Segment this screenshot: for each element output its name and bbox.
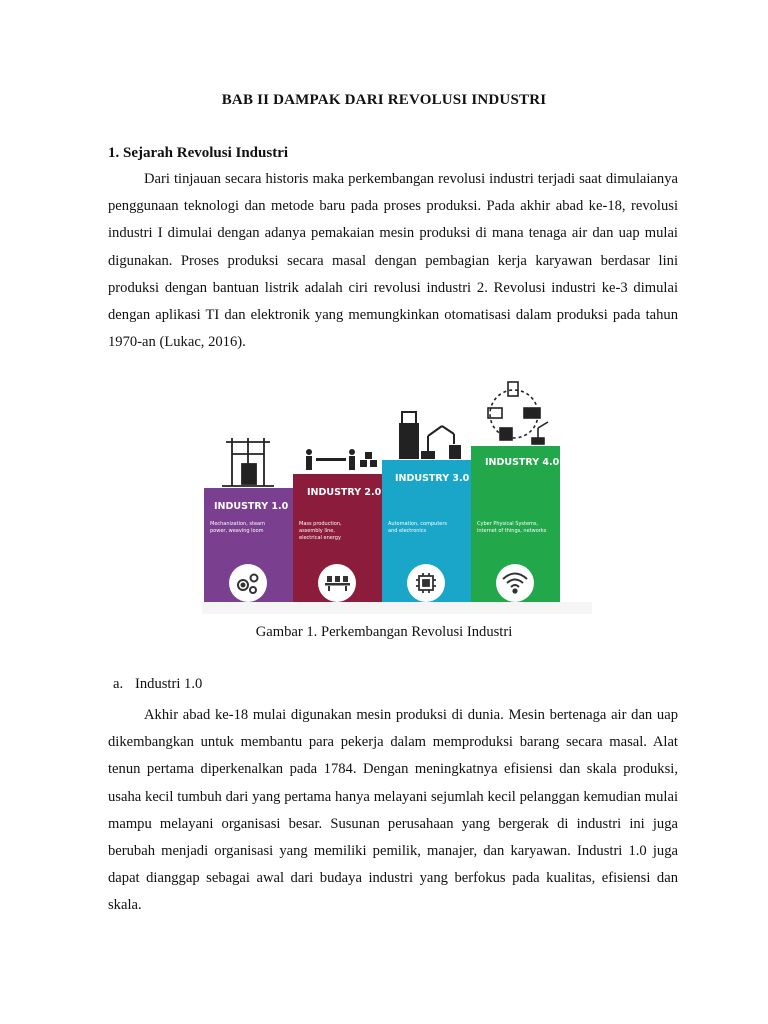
figure-caption: Gambar 1. Perkembangan Revolusi Industri	[255, 624, 513, 640]
microchip-icon	[416, 573, 436, 593]
industry-4-title: INDUSTRY 4.0	[485, 457, 560, 468]
paragraph-industry-1	[108, 702, 678, 920]
iot-network-illustration	[488, 382, 548, 444]
industry-2-card	[293, 449, 382, 602]
industry-4-desc-2: internet of things, networks	[477, 528, 547, 534]
paragraph-history	[108, 166, 678, 356]
industry-1-desc-2: power, weaving loom	[210, 528, 264, 534]
industry-2-desc-3: electrical energy	[299, 535, 341, 541]
industry-3-desc-2: and electronics	[388, 528, 427, 534]
steam-machine-illustration	[222, 438, 274, 486]
section-heading: 1. Sejarah Revolusi Industri	[108, 145, 289, 161]
industry-1-title: INDUSTRY 1.0	[214, 501, 289, 512]
industry-3-title: INDUSTRY 3.0	[395, 473, 470, 484]
industry-2-desc-1: Mass production,	[299, 521, 342, 527]
subsection-label: a.	[113, 676, 124, 692]
paragraph-industry-1-text: Akhir abad ke-18 mulai digunakan mesin produksi di dunia. Mesin bertenaga air dan uap dikembangkan untuk membantu para pekerja dalam memproduksi barang secara masal. Alat tenun pertama diperkenalkan pada 1784. Dengan meningkatnya efisiensi dan skala produksi, usaha kecil tumbuh dari yang pertama hanya melayani sejumlah kecil pelanggan kemudian mulai mampu melayani organisasi besar. Susunan perusahaan yang bergerak di industri ini juga berubah menjadi organisasi yang memiliki pemilik, manajer, dan karyawan. Industri 1.0 juga dapat dianggap sebagai awal dari budaya industri yang berfokus pada kualitas, efisiensi dan skala.	[108, 707, 678, 914]
industry-revolution-figure	[202, 378, 592, 614]
industry-1-desc-1: Mechanization, steam	[210, 521, 265, 527]
robot-arm-illustration	[400, 412, 460, 458]
industry-1-card	[204, 438, 293, 602]
industry-2-title: INDUSTRY 2.0	[307, 487, 382, 498]
industry-4-desc-1: Cyber Physical Systems,	[477, 521, 539, 527]
subsection-title: Industri 1.0	[135, 676, 203, 692]
industry-3-card	[382, 412, 471, 602]
industry-4-card	[471, 382, 560, 602]
paragraph-history-text: Dari tinjauan secara historis maka perkembangan revolusi industri terjadi saat dimulaianya penggunaan teknologi dan metode baru pada proses produksi. Pada akhir abad ke-18, revolusi industri I dimulai dengan adanya pemakaian mesin produksi di mana tenaga air dan uap mulai digunakan. Proses produksi secara masal dengan pembagian kerja karyawan berdasar lini produksi dengan bantuan listrik adalah ciri revolusi industri 2. Revolusi industri ke-3 dimulai dengan aplikasi TI dan elektronik yang memungkinkan otomatisasi dalam produksi pada tahun 1970-an (Lukac, 2016).	[108, 171, 678, 351]
industry-3-desc-1: Automation, computers	[388, 521, 448, 527]
assembly-workers-illustration	[306, 449, 377, 470]
chapter-title: BAB II DAMPAK DARI REVOLUSI INDUSTRI	[221, 92, 547, 108]
industry-2-desc-2: assembly line,	[299, 528, 335, 534]
subsection-heading	[113, 676, 202, 693]
